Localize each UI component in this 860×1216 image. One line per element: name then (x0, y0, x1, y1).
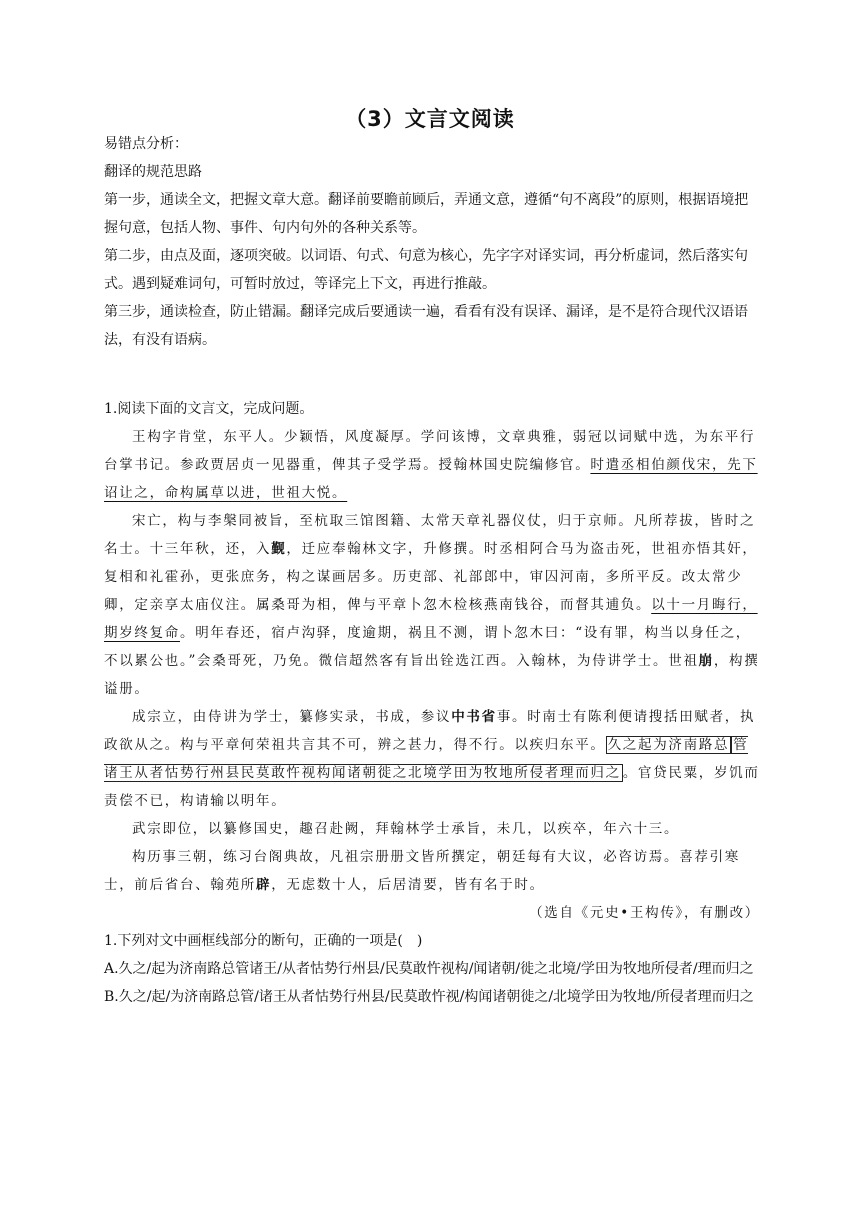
step-two: 第二步，由点及面，逐项突破。以词语、句式、句意为核心，先字字对译实词，再分析虚词，然后落实句式。遇到疑难词句，可暂时放过，等译完上下文，再进行推敲。 (104, 248, 748, 292)
passage-paragraph-3 (104, 703, 760, 815)
passage-paragraph-5 (104, 843, 760, 899)
question-intro: 1.阅读下面的文言文，完成问题。 (104, 401, 314, 417)
underlined-sentence-2: 以十一月晦行，期岁终复命 (104, 597, 758, 641)
bold-word-bi: 辟 (256, 877, 272, 893)
p3-text-c: 。官贷民粟，岁饥而责偿不已，构请输以明年。 (104, 765, 760, 809)
p2-text-c: 。明年春还，宿卢沟驿，度逾期，祸且不测，谓卜忽木曰：“设有罪，构当以身任之，不以累公也。”会桑哥死，乃免。微信超然客有旨出铨选江西。入翰林，为侍讲学士。世祖 (104, 625, 752, 669)
p3-text-a: 成宗立，由侍讲为学士，纂修实录，书成，参议 (132, 709, 452, 725)
step-three: 第三步，通读检查，防止错漏。翻译完成后要通读一遍，看看有没有误译、漏译，是不是符合现代汉语语法，有没有语病。 (104, 304, 748, 348)
analysis-subheading: 翻译的规范思路 (104, 164, 202, 180)
passage-paragraph-4: 武宗即位，以纂修国史，趣召赴阙，拜翰林学士承旨，未几，以疾卒，年六十三。 (132, 821, 680, 837)
option-b: B.久之/起/为济南路总管/诸王从者怙势行州县/民莫敢忤视/构闻诸朝徙之/北境学田为牧地/所侵者理而归之 (104, 989, 754, 1005)
boxed-sentence-part-2: 管诸王从者怙势行州县民莫敢忤视构闻诸朝徙之北境学田为牧地所侵者理而归之 (104, 737, 749, 781)
p5-text-b: ，无虑数十人，后居清要，皆有名于时。 (271, 877, 545, 893)
bold-word-zhongshusheng: 中书省 (451, 709, 497, 725)
boxed-sentence-part-1: 久之起为济南路总 (607, 737, 730, 753)
analysis-heading: 易错点分析： (104, 136, 188, 152)
question-section (104, 395, 760, 1011)
bold-word-jin: 觐 (271, 541, 287, 557)
p2-text-a: 宋亡，构与李槃同被旨，至杭取三馆图籍、太常天章礼器仪仗，归于京师。凡所荐拔，皆时之名士。十三年秋，还，入 (104, 513, 756, 557)
p2-text-b: ，迁应奉翰林文字，升修撰。时丞相阿合马为盗击死，世祖亦悟其奸，复相和礼霍孙，更张庶务，构之谋画居多。历吏部、礼部郎中，审囚河南，多所平反。改太常少卿，定亲享太庙仪注。属桑哥为相，俾与平章卜忽木检核燕南钱谷，而督其逋负。 (104, 541, 758, 613)
underlined-sentence-1: 时遣丞相伯颜伐宋，先下诏让之，命构属草以进，世祖大悦。 (104, 457, 758, 501)
page-title: （3）文言文阅读 (345, 107, 515, 131)
p2-text-d: ，构撰谥册。 (104, 653, 760, 697)
source-citation: （选自《元史•王构传》，有删改） (529, 905, 760, 921)
p5-text-a: 构历事三朝，练习台阁典故，凡祖宗册册文皆所撰定，朝廷每有大议，必咨访焉。喜荐引寒士，前后省台、翰苑所 (104, 849, 740, 893)
sub-question: 1.下列对文中画框线部分的断句，正确的一项是( ) (104, 933, 423, 949)
step-one: 第一步，通读全文，把握文章大意。翻译前要瞻前顾后，弄通文意，遵循“句不离段”的原则，根据语境把握句意，包括人物、事件、句内句外的各种关系等。 (104, 192, 749, 236)
error-analysis-section (104, 130, 760, 354)
passage-paragraph-2 (104, 507, 760, 703)
passage-paragraph-1 (104, 423, 760, 507)
option-a: A.久之/起为济南路总管诸王/从者怙势行州县/民莫敢忤视构/闻诸朝/徙之北境/学田为牧地所侵者/理而归之 (104, 961, 754, 977)
p3-text-b: 事。时南士有陈利便请搜括田赋者，执政欲从之。构与平章何荣祖共言其不可，辨之甚力，得不行。以疾归东平。 (104, 709, 756, 753)
bold-word-beng: 崩 (698, 653, 714, 669)
p1-text: 王构字肯堂，东平人。少颖悟，风度凝厚。学问该博，文章典雅，弱冠以词赋中选，为东平行台掌书记。参政贾居贞一见器重，俾其子受学焉。授翰林国史院编修官。 (104, 429, 756, 473)
